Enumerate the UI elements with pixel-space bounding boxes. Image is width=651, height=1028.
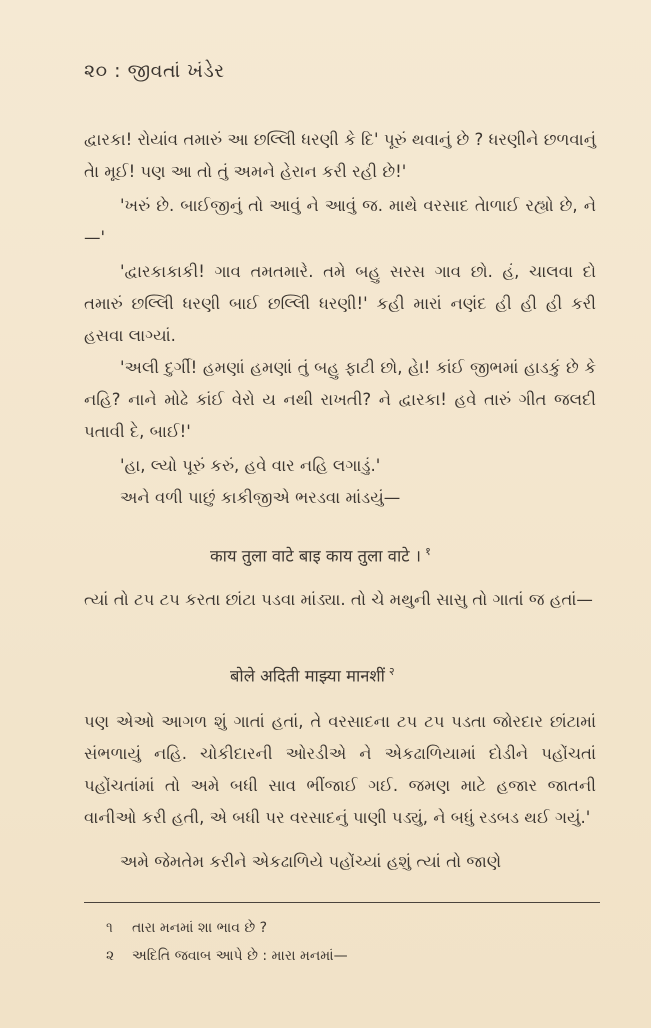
paragraph-3: 'દ્વારકાકાકી! ગાવ તમતમારે. તમે બહુ સરસ ગાવ છો. હં, ચાલવા દો તમારું છલ્લિી ધરણી બાઈ છલ્લિી ધરણી!' કહી મારાં નણંદ હી હી હી કરી હસવા લાગ્યાં. (84, 262, 596, 345)
verse-line-1 (210, 536, 431, 573)
verse-line-2 (230, 656, 395, 693)
verse-footnote-mark-1: १ (425, 545, 431, 558)
paragraph-6: અને વળી પાછું કાકીજીએ ભરડવા માંડયું— (120, 488, 401, 507)
paragraph-4: 'અલી દુર્ગી! હમણાં હમણાં તું બહુ ફાટી છો, હેા! કાંઈ જીભમાં હાડકું છે કે નહિ? નાને મોઢે કાંઈ વેરો ય નથી રાખતી? ને દ્વારકા! હવે તારું ગીત જલદી પતાવી દે, બાઈ!' (84, 358, 596, 441)
paragraph-2: 'ખરું છે. બાઈજીનું તો આવું ને આવું જ. માથે વરસાદ તેાળાઈ રહ્યો છે, ને—' (84, 196, 596, 247)
footnote-2 (106, 944, 348, 968)
running-header: ૨૦ : જીવતાં ખંડેર (84, 60, 225, 82)
verse-text-1: काय तुला वाटे बाइ काय तुला वाटे । (210, 546, 422, 566)
footnote-number-1: ૧ (106, 920, 113, 936)
paragraph-9: અમે જેમતેમ કરીને એકઢાળિયે પહોંચ્યાં હશું ત્યાં તો જાણે (120, 852, 502, 871)
footnote-1 (106, 916, 267, 940)
paragraph-1: દ્વારકા! રોયાંવ તમારું આ છલ્લિી ધરણી કે દિ' પૂરું થવાનું છે ? ધરણીને છળવાનું તેા મૂઈ! પણ આ તો તું અમને હેરાન કરી રહી છે!' (84, 130, 596, 181)
paragraph-7: ત્યાં તો ટપ ટપ કરતા છાંટા પડવા માંડ્યા. તો ચે મથુની સાસુ તો ગાતાં જ હતાં— (84, 590, 593, 609)
footnote-divider (84, 902, 600, 903)
paragraph-8: પણ એઓ આગળ શું ગાતાં હતાં, તે વરસાદના ટપ ટપ પડતા જોરદાર છાંટામાં સંભળાયું નહિ. ચોકીદારની ઓરડીએ ને એકઢાળિયામાં દોડીને પહોંચતાં પહોંચતાંમાં તો અમે બધી સાવ ભીંજાઈ ગઈ. જમણ માટે હજાર જાતની વાનીઓ કરી હતી, એ બધી પર વરસાદનું પાણી પડ્યું, ને બધું રડબડ થઈ ગયું.' (84, 712, 596, 827)
footnote-number-2: ૨ (106, 948, 115, 964)
footnote-text-2: અદિતિ જવાબ આપે છે : મારા મનમાં— (132, 948, 348, 964)
verse-footnote-mark-2: २ (388, 665, 395, 678)
footnote-text-1: તારા મનમાં શા ભાવ છે ? (132, 920, 268, 936)
verse-text-2: बोले अदिती माझ्या मानशीं (230, 666, 385, 686)
paragraph-5: 'હા, લ્યો પૂરું કરું, હવે વાર નહિ લગાડું.' (120, 456, 381, 475)
